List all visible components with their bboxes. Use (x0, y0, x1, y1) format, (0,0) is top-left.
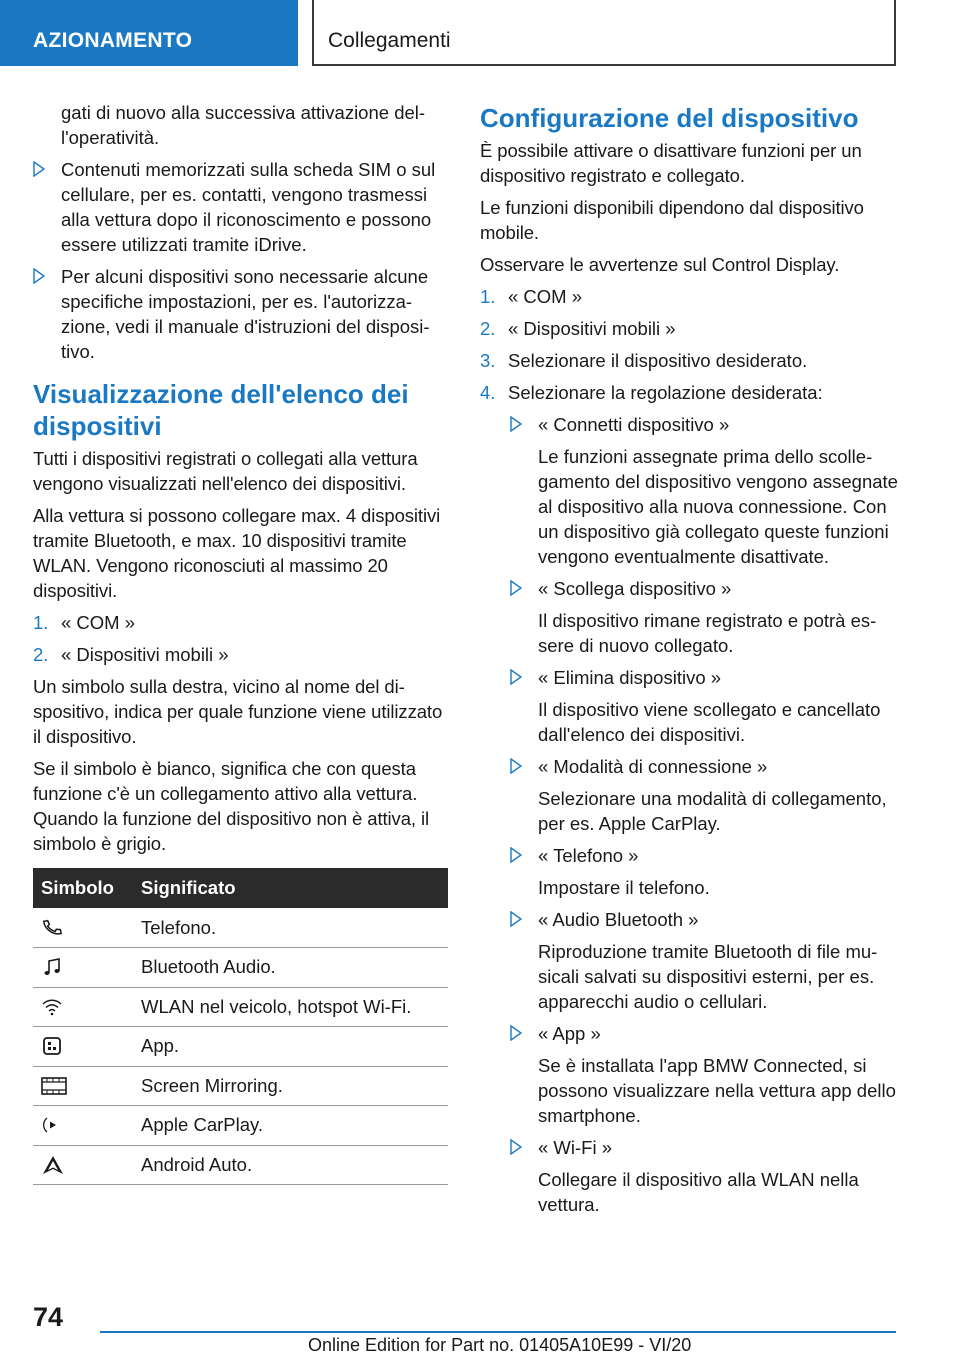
option-description: Collegare il dispositivo alla WLAN nella vettura. (538, 1169, 859, 1215)
paragraph: Alla vettura si possono collegare max. 4 dispositivi tramite Bluetooth, e max. 10 dispositivi tramite WLAN. Vengono riconosciuti al massimo 20 dispositivi. (33, 505, 441, 601)
option-label-text: « Scollega dispositivo » (538, 578, 732, 599)
option-label (510, 754, 898, 779)
wifi-icon (41, 996, 63, 1018)
table-row (33, 908, 448, 948)
triangle-bullet-icon (510, 758, 522, 774)
footer-divider (100, 1331, 896, 1333)
phone-icon (41, 917, 63, 939)
step-text: « COM » (508, 286, 583, 307)
bullet-item (33, 264, 448, 364)
option-description: Riproduzione tramite Bluetooth di file musicali salvati su dispositivi esterni, per es. apparecchi audio o cellulari. (538, 941, 878, 1012)
table-cell: Apple CarPlay. (133, 1106, 448, 1146)
table-cell: Screen Mirroring. (133, 1066, 448, 1106)
page-number: 74 (33, 1302, 64, 1332)
option-label-text: « Connetti dispositivo » (538, 414, 730, 435)
step-number: 2. (33, 644, 49, 665)
triangle-bullet-icon (510, 911, 522, 927)
table-row (33, 1106, 448, 1146)
triangle-bullet-icon (510, 416, 522, 432)
table-cell: Bluetooth Audio. (133, 948, 448, 988)
bullet-continuation: gati di nuovo alla successiva attivazione dell'operatività. (61, 102, 426, 148)
section-tab: AZIONAMENTO (0, 0, 298, 66)
step-number: 1. (33, 612, 49, 633)
triangle-bullet-icon (510, 1139, 522, 1155)
left-column (33, 100, 448, 1185)
bullet-text: Per alcuni dispositivi sono necessarie alcune specifiche impostazioni, per es. l'autorizzazione, vedi il manuale d'istruzioni del dispositivo. (61, 266, 430, 362)
paragraph: Osservare le avvertenze sul Control Display. (480, 254, 840, 275)
symbol-table (33, 868, 448, 1185)
option-label (510, 665, 898, 690)
paragraph: È possibile attivare o disattivare funzioni per un dispositivo registrato e collegato. (480, 140, 862, 186)
option-label-text: « Telefono » (538, 845, 639, 866)
option-list (510, 412, 898, 1217)
triangle-bullet-icon (510, 847, 522, 863)
page-header (0, 0, 960, 68)
section-heading: Configurazione del dispositivo (480, 103, 859, 133)
table-row (33, 987, 448, 1027)
option-description: Le funzioni assegnate prima dello scollegamento del dispositivo vengono assegnate al dispositivo alla nuova connessione. Con un dispositivo già collegato queste funzioni vengono eventualmente disattivate. (538, 446, 898, 567)
option-label-text: « Wi-Fi » (538, 1137, 612, 1158)
table-row (33, 1027, 448, 1067)
option-label-text: « Elimina dispositivo » (538, 667, 722, 688)
option-label (510, 576, 898, 601)
table-cell: Android Auto. (133, 1145, 448, 1185)
triangle-bullet-icon (510, 580, 522, 596)
step-item (480, 380, 898, 405)
triangle-bullet-icon (510, 669, 522, 685)
step-number: 3. (480, 350, 496, 371)
step-item (480, 316, 898, 341)
step-text: « Dispositivi mobili » (508, 318, 676, 339)
triangle-bullet-icon (33, 161, 45, 177)
table-cell: WLAN nel veicolo, hotspot Wi-Fi. (133, 987, 448, 1027)
chapter-title: Collegamenti (312, 0, 896, 66)
table-row (33, 1145, 448, 1185)
step-text: Selezionare la regolazione desiderata: (508, 382, 823, 403)
table-cell: App. (133, 1027, 448, 1067)
table-row (33, 1066, 448, 1106)
option-label (510, 1021, 898, 1046)
step-item (480, 284, 898, 309)
option-label (510, 907, 898, 932)
option-description: Impostare il telefono. (538, 877, 710, 898)
edition-text: Online Edition for Part no. 01405A10E99 - VI/20 (308, 1335, 692, 1355)
table-row (33, 948, 448, 988)
step-item (33, 642, 448, 667)
option-label-text: « App » (538, 1023, 601, 1044)
paragraph: Le funzioni disponibili dipendono dal dispositivo mobile. (480, 197, 864, 243)
music-note-icon (41, 956, 63, 978)
paragraph: Se il simbolo è bianco, significa che con questa funzione c'è un collegamento attivo alla vettura. Quando la funzione del dispositivo non è attiva, il simbolo è grigio. (33, 758, 429, 854)
paragraph: Un simbolo sulla destra, vicino al nome del dispositivo, indica per quale funzione viene utilizzato il dispositivo. (33, 676, 443, 747)
option-description: Se è installata l'app BMW Connected, si possono visualizzare nella vettura app dello smartphone. (538, 1055, 896, 1126)
step-text: « Dispositivi mobili » (61, 644, 229, 665)
option-label (510, 1135, 898, 1160)
paragraph: Tutti i dispositivi registrati o collegati alla vettura vengono visualizzati nell'elenco dei dispositivi. (33, 448, 418, 494)
option-label-text: « Audio Bluetooth » (538, 909, 699, 930)
option-label (510, 843, 898, 868)
triangle-bullet-icon (510, 1025, 522, 1041)
option-description: Il dispositivo rimane registrato e potrà essere di nuovo collegato. (538, 610, 877, 656)
option-description: Il dispositivo viene scollegato e cancellato dall'elenco dei dispositivi. (538, 699, 881, 745)
table-header-meaning: Significato (133, 868, 448, 908)
table-header-symbol: Simbolo (33, 868, 133, 908)
option-label (510, 412, 898, 437)
step-text: « COM » (61, 612, 136, 633)
option-description: Selezionare una modalità di collegamento, per es. Apple CarPlay. (538, 788, 887, 834)
step-text: Selezionare il dispositivo desiderato. (508, 350, 808, 371)
step-number: 2. (480, 318, 496, 339)
step-number: 4. (480, 382, 496, 403)
bullet-text: Contenuti memorizzati sulla scheda SIM o sul cellulare, per es. contatti, vengono trasmessi alla vettura dopo il riconoscimento e possono essere utilizzati tramite iDrive. (61, 159, 436, 255)
step-number: 1. (480, 286, 496, 307)
table-cell: Telefono. (133, 908, 448, 948)
section-heading: Visualizzazione dell'elenco dei dispositivi (33, 379, 409, 441)
option-label-text: « Modalità di connessione » (538, 756, 768, 777)
app-icon (41, 1035, 63, 1057)
screen-mirroring-icon (41, 1076, 67, 1096)
step-item (480, 348, 898, 373)
bullet-item (33, 157, 448, 257)
right-column (480, 100, 898, 1224)
carplay-icon (41, 1114, 63, 1136)
triangle-bullet-icon (33, 268, 45, 284)
android-auto-icon (41, 1154, 65, 1176)
step-item (33, 610, 448, 635)
